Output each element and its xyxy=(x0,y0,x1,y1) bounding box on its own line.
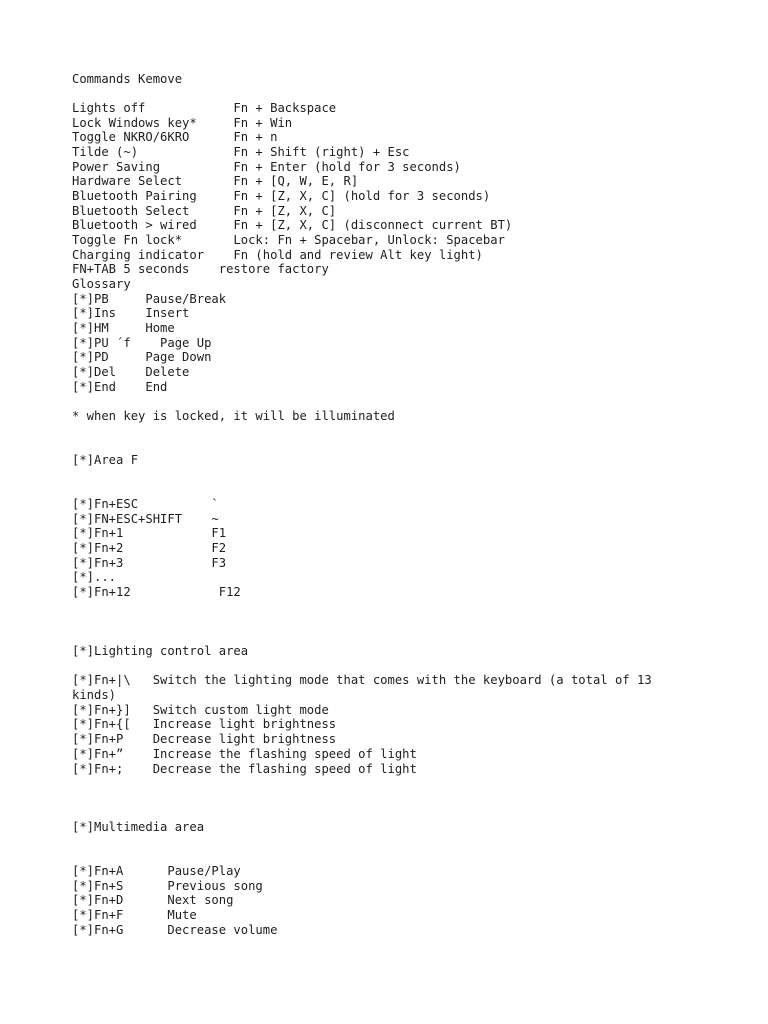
multimedia-row: [*]Fn+F Mute xyxy=(72,908,197,922)
glossary-row: [*]End End xyxy=(72,380,168,394)
lighting-row: [*]Fn+” Increase the flashing speed of light xyxy=(72,747,417,761)
lighting-row: [*]Fn+|\ Switch the lighting mode that comes with the keyboard (a total of 13 kinds) xyxy=(72,673,660,702)
command-row: Bluetooth Pairing Fn + [Z, X, C] (hold for 3 seconds) xyxy=(72,189,491,203)
glossary-row: [*]PB Pause/Break xyxy=(72,292,227,306)
area-f-row: [*]Fn+3 F3 xyxy=(72,556,227,570)
area-f-row: [*]Fn+1 F1 xyxy=(72,526,227,540)
multimedia-row: [*]Fn+G Decrease volume xyxy=(72,923,278,937)
multimedia-row: [*]Fn+A Pause/Play xyxy=(72,864,241,878)
area-f-row: [*]FN+ESC+SHIFT ~ xyxy=(72,512,219,526)
command-row: Tilde (~) Fn + Shift (right) + Esc xyxy=(72,145,410,159)
lighting-row: [*]Fn+{[ Increase light brightness xyxy=(72,717,337,731)
command-row: Toggle Fn lock* Lock: Fn + Spacebar, Unlock: Spacebar xyxy=(72,233,505,247)
command-row: Hardware Select Fn + [Q, W, E, R] xyxy=(72,174,359,188)
doc-title: Commands Kemove xyxy=(72,72,183,86)
multimedia-row: [*]Fn+D Next song xyxy=(72,893,234,907)
multimedia-row: [*]Fn+S Previous song xyxy=(72,879,263,893)
section-heading-area-f: [*]Area F xyxy=(72,453,139,467)
lighting-row: [*]Fn+P Decrease light brightness xyxy=(72,732,337,746)
footnote: * when key is locked, it will be illuminated xyxy=(72,409,395,423)
glossary-row: [*]PU ´f Page Up xyxy=(72,336,212,350)
area-f-row: [*]Fn+ESC ` xyxy=(72,497,219,511)
glossary-row: [*]Ins Insert xyxy=(72,306,190,320)
area-f-row: [*]Fn+2 F2 xyxy=(72,541,227,555)
glossary-row: [*]HM Home xyxy=(72,321,175,335)
section-heading-multimedia: [*]Multimedia area xyxy=(72,820,205,834)
command-row: Toggle NKRO/6KRO Fn + n xyxy=(72,130,278,144)
command-row: FN+TAB 5 seconds restore factory xyxy=(72,262,329,276)
area-f-row: [*]Fn+12 F12 xyxy=(72,585,241,599)
command-row: Bluetooth > wired Fn + [Z, X, C] (disconnect current BT) xyxy=(72,218,513,232)
command-row: Lights off Fn + Backspace xyxy=(72,101,337,115)
glossary-row: [*]PD Page Down xyxy=(72,350,212,364)
command-row: Bluetooth Select Fn + [Z, X, C] xyxy=(72,204,337,218)
command-row: Lock Windows key* Fn + Win xyxy=(72,116,293,130)
glossary-row: [*]Del Delete xyxy=(72,365,190,379)
glossary-heading: Glossary xyxy=(72,277,131,291)
command-row: Charging indicator Fn (hold and review Alt key light) xyxy=(72,248,483,262)
section-heading-lighting: [*]Lighting control area xyxy=(72,644,249,658)
area-f-row: [*]... xyxy=(72,570,117,584)
command-row: Power Saving Fn + Enter (hold for 3 seconds) xyxy=(72,160,461,174)
lighting-row: [*]Fn+}] Switch custom light mode xyxy=(72,703,329,717)
lighting-row: [*]Fn+; Decrease the flashing speed of light xyxy=(72,762,417,776)
